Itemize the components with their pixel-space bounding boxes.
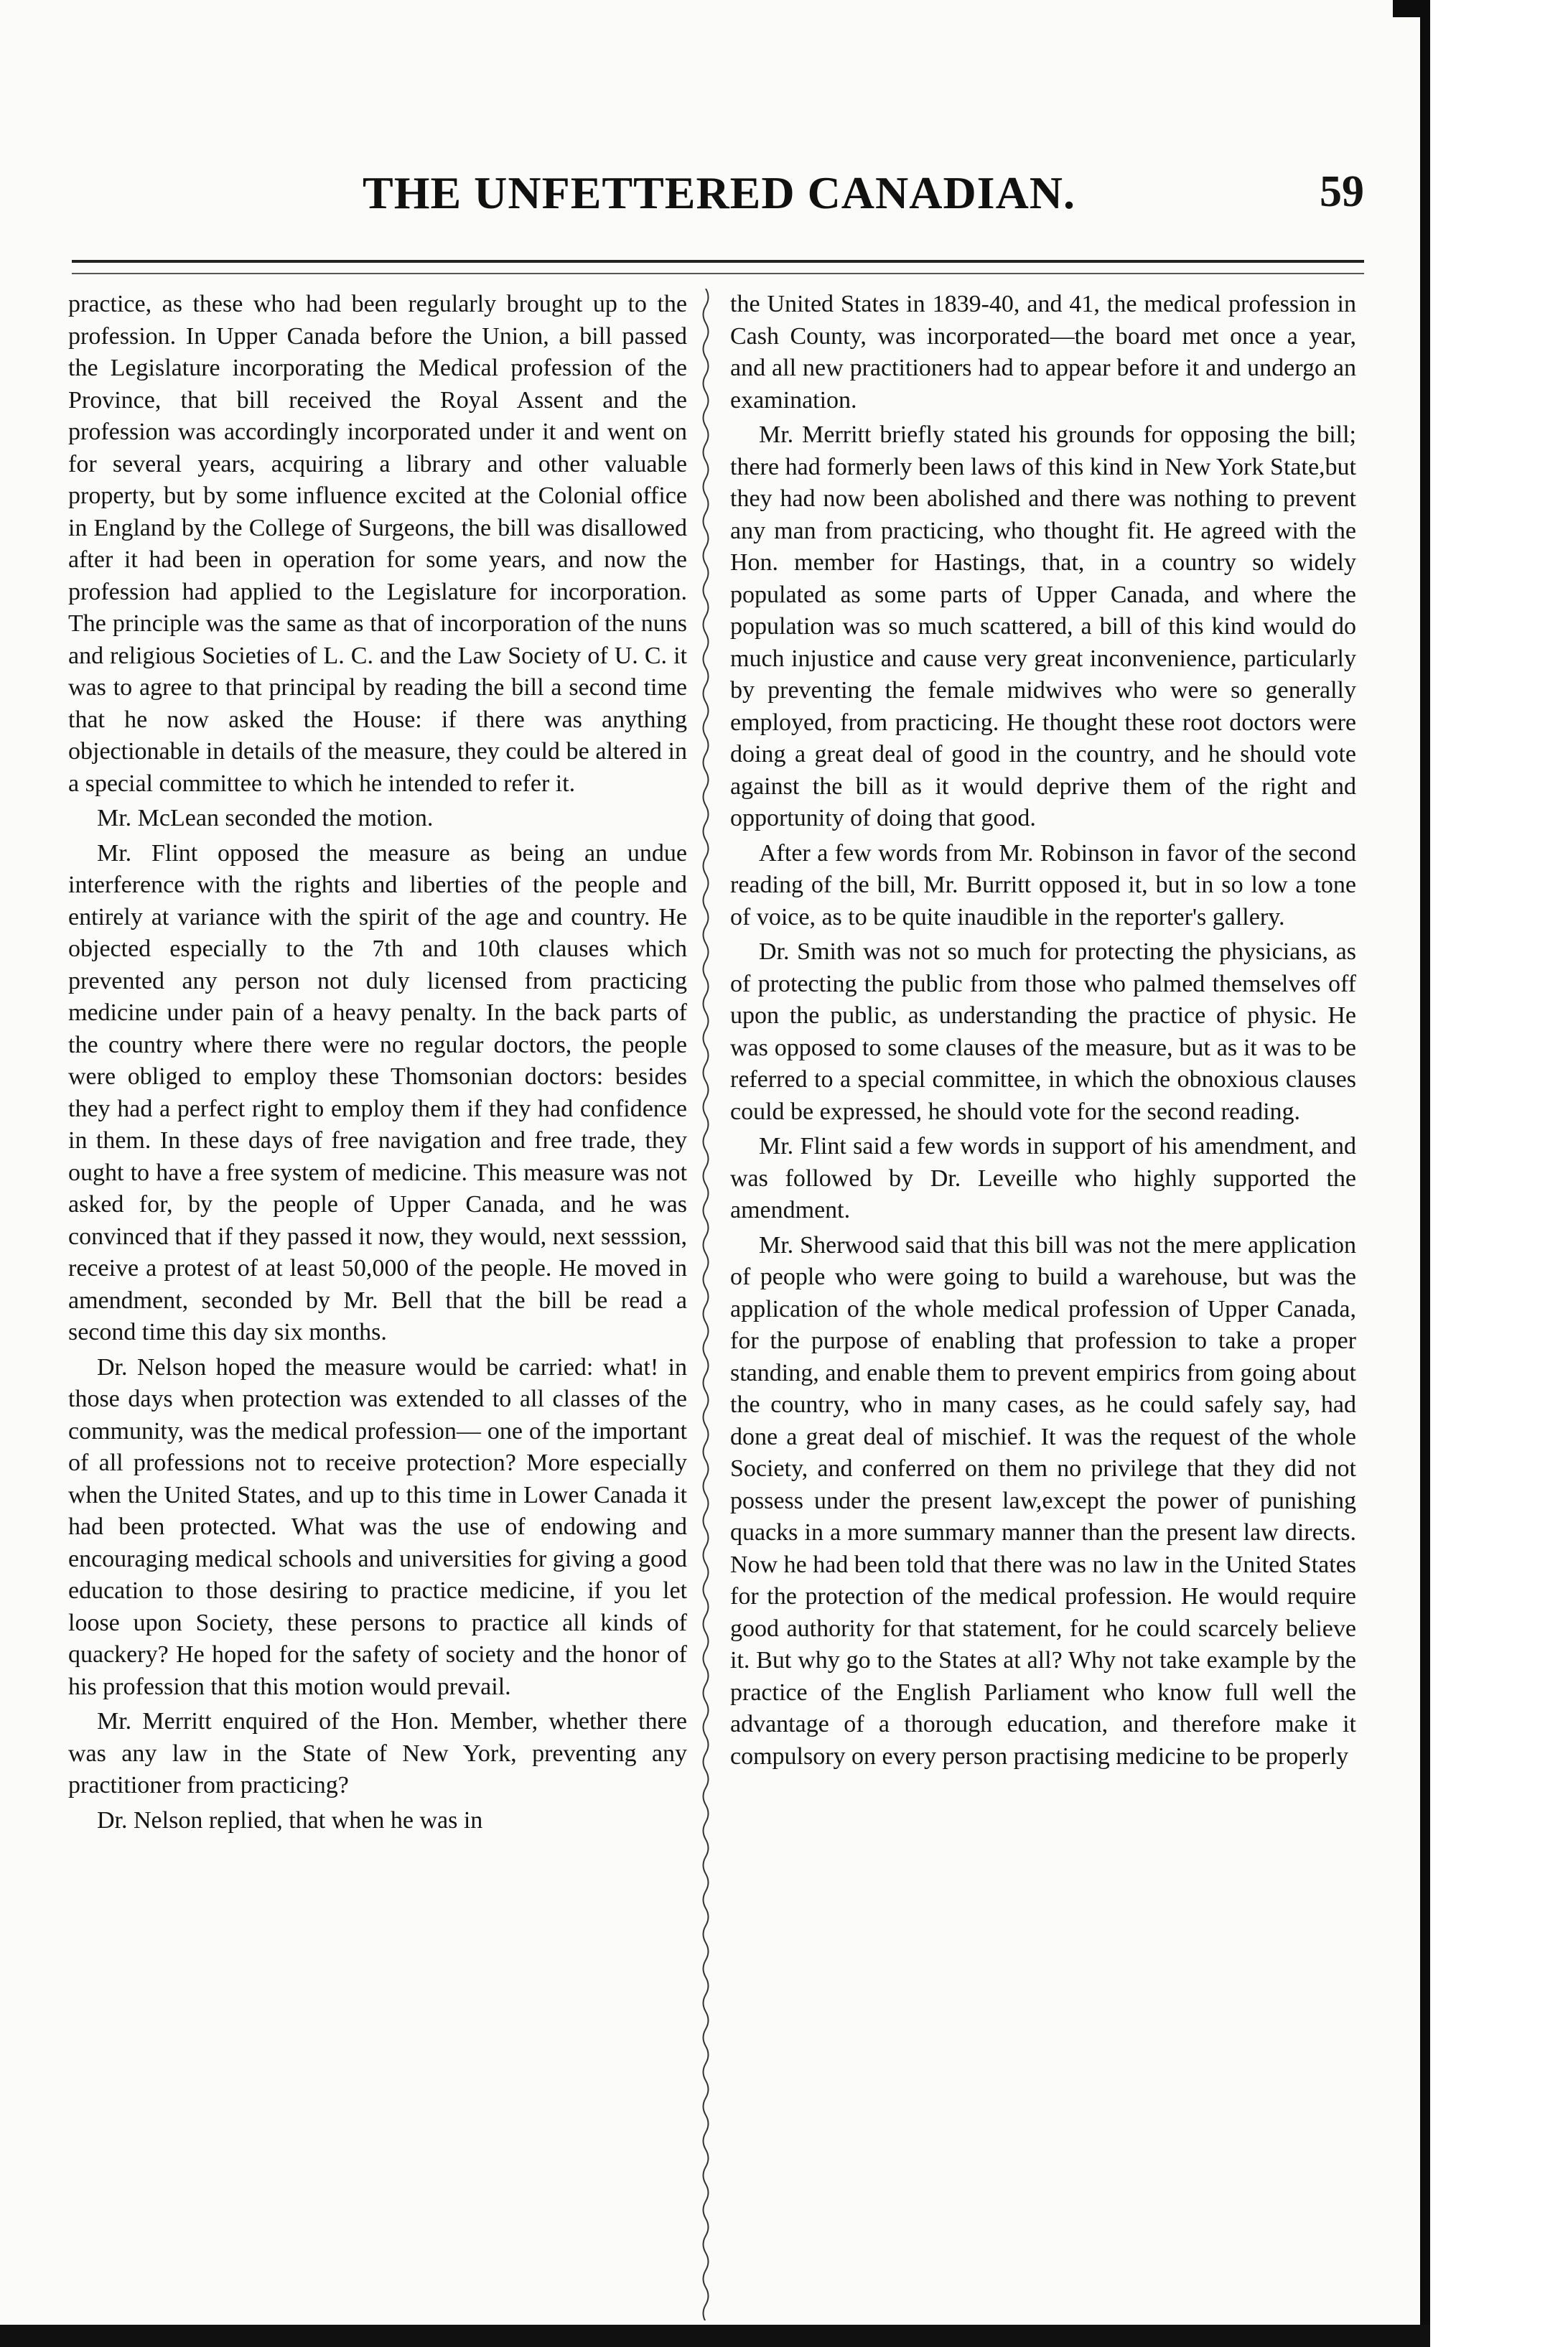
paragraph: Dr. Smith was not so much for protecting the physicians, as of protecting the public from those who palmed themselves off upon the public, as understanding the practice of physic. He was opposed to some clauses of the measure, but as it was to be referred to a special committee, in which the obnoxious clauses could be expressed, he should vote for the second reading. (730, 938, 1356, 1125)
paragraph: Mr. Flint said a few words in support of his amendment, and was followed by Dr. Leveille who highly supported the amendment. (730, 1133, 1356, 1223)
header-rule-thin (72, 273, 1364, 274)
running-header (363, 167, 1364, 231)
paragraph: the United States in 1839-40, and 41, the medical profession in Cash County, was incorporated—the board met once a year, and all new practitioners had to appear before it and undergo an examination. (730, 291, 1356, 414)
paragraph: Mr. Flint opposed the measure as being an undue interference with the rights and liberties of the people and entirely at variance with the spirit of the age and country. He objected especially to the 7th and 10th clauses which prevented any person not duly licensed from practicing medicine under pain of a heavy penalty. In the back parts of the country where there were no regular doctors, the people were obliged to employ these Thomsonian doctors: besides they had a perfect right to employ them if they had confidence in them. In these days of free navigation and free trade, they ought to have a free system of medicine. This measure was not asked for, by the people of Upper Canada, and he was convinced that if they passed it now, they would, next sesssion, receive a protest of at least 50,000 of the people. He moved in amendment, seconded by Mr. Bell that the bill be read a second time this day six months. (68, 839, 687, 1345)
paragraph: Mr. McLean seconded the motion. (97, 805, 434, 831)
column-divider (695, 289, 717, 2320)
paragraph: practice, as these who had been regularly brought up to the profession. In Upper Canada before the Union, a bill passed the Legislature incorporating the Medical profession of the Province, that bill received the Royal Assent and the profession was accordingly incorporated under it and went on for several years, acquiring a library and other valuable property, but by some influence excited at the Colonial office in England by the College of Surgeons, the bill was disallowed after it had been in operation for some years, and now the profession had applied to the Legislature for incorporation. The principle was the same as that of incorporation of the nuns and religious Societies of L. C. and the Law Society of U. C. it was to agree to that principal by reading the bill a second time that he now asked the House: if there was anything objectionable in details of the measure, they could be altered in a special committee to which he intended to refer it. (68, 291, 687, 797)
left-column (68, 289, 687, 2320)
paragraph: Dr. Nelson replied, that when he was in (97, 1806, 483, 1834)
paragraph: Mr. Merritt enquired of the Hon. Member, whether there was any law in the State of New York, preventing any practitioner from practicing? (68, 1708, 687, 1798)
paragraph: After a few words from Mr. Robinson in favor of the second reading of the bill, Mr. Burritt opposed it, but in so low a tone of voice, as to be quite inaudible in the reporter's gallery. (730, 839, 1356, 930)
binding-edge (1420, 0, 1430, 2347)
paragraph: Mr. Sherwood said that this bill was not the mere application of people who were going to build a warehouse, but was the application of the whole medical profession of Upper Canada, for the purpose of enabling that profession to take a proper standing, and enable them to prevent empirics from going about the country, who in many cases, as he could safely say, had done a great deal of mischief. It was the request of the whole Society, and conferred on them no privilege that they did not possess under the present law,except the power of punishing quacks in a more summary manner than the present law directs. Now he had been told that there was no law in the United States for the protection of the medical profession. He would require good authority for that statement, for he could scarcely believe it. But why go to the States at all? Why not take example by the practice of the English Parliament who know full well the advantage of a thorough education, and therefore make it compulsory on every person practising medicine to be properly (730, 1231, 1356, 1770)
paragraph: Dr. Nelson hoped the measure would be carried: what! in those days when protection was extended to all classes of the community, was the medical profession— one of the important of all professions not to receive protection? More especially when the United States, and up to this time in Lower Canada it had been protected. What was the use of endowing and encouraging medical schools and universities for giving a good education to those desiring to practice medicine, if you let loose upon Society, these persons to practice all kinds of quackery? He hoped for the safety of society and the honor of his profession that this motion would prevail. (68, 1353, 687, 1700)
page-number: 59 (1320, 167, 1364, 216)
header-rule (72, 260, 1364, 263)
bottom-edge (0, 2325, 1430, 2347)
running-title: THE UNFETTERED CANADIAN. (363, 167, 1075, 218)
right-column (730, 289, 1356, 2320)
paragraph: Mr. Merritt briefly stated his grounds for opposing the bill; there had formerly been laws of this kind in New York State,but they had now been abolished and there was nothing to prevent any man from practicing, who thought fit. He agreed with the Hon. member for Hastings, that, in a country so widely populated as some parts of Upper Canada, and where the population was so much scattered, a bill of this kind would do much injustice and cause very great inconvenience, particularly by preventing the female midwives who were so generally employed, from practicing. He thought these root doctors were doing a great deal of good in the country, and he should vote against the bill as it would deprive them of the right and opportunity of doing that good. (730, 421, 1356, 831)
